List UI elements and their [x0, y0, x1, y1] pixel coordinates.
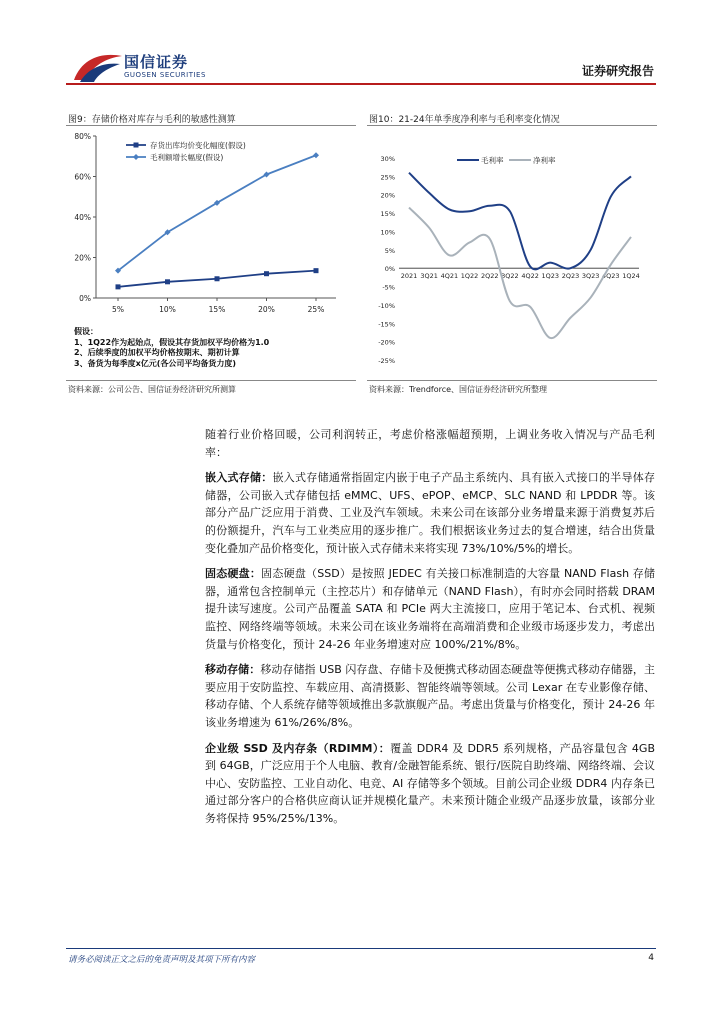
- paragraph-embedded-storage: [205, 469, 655, 557]
- y-tick-label: 20%: [74, 253, 91, 263]
- data-point: [264, 271, 269, 276]
- figure9-note: 假设：: [74, 327, 98, 336]
- paragraph-lead: 企业级 SSD 及内存条（RDIMM）：: [205, 741, 391, 755]
- figure9-note: 3、备货为每季度x亿元(各公司平均备货力度): [74, 358, 237, 368]
- paragraph-mobile-storage: [205, 661, 655, 731]
- y-tick-label: 5%: [384, 246, 395, 255]
- paragraph-text: 移动存储指 USB 闪存盘、存储卡及便携式移动固态硬盘等便携式移动存储器，主要应用于安防监控、车载应用、高清摄影、智能终端等领域。公司 Lexar 在专业影像存储、移动存储、个人系统存储等领域推出多款旗舰产品。考虑出货量与价格变化，预计 24-26 年该业务增速为 61%/26%/8%。: [205, 663, 655, 729]
- paragraph-lead: 移动存储：: [205, 663, 261, 677]
- figure9-note: 2、后续季度的加权平均价格按期末、期初计算: [74, 348, 240, 357]
- footer-disclaimer: 请务必阅读正文之后的免责声明及其项下所有内容: [68, 955, 256, 965]
- legend-marker: [134, 143, 139, 148]
- figure10-bottom-rule: [367, 380, 657, 381]
- figure9-title: 图9：存储价格对库存与毛利的敏感性测算: [68, 115, 236, 125]
- x-tick-label: 3Q23: [581, 272, 600, 281]
- body-text: [205, 426, 655, 835]
- y-tick-label: -25%: [378, 357, 395, 365]
- paragraph-text: 固态硬盘（SSD）是按照 JEDEC 有关接口标准制造的大容量 NAND Flash 存储器，通常包含控制单元（主控芯片）和存储单元（NAND Flash），有时亦会同时搭载 DRAM 提升读写速度。公司产品覆盖 SATA 和 PCIe 两大主流接口，应用于笔记本、台式机、视频监控、网络终端等领域。未来公司在该业务端将在高端消费和企业级市场逐步发力，考虑出货量与价格变化，预计 24-26 年业务增速对应 100%/21%/8%。: [205, 567, 655, 651]
- intro-paragraph: 随着行业价格回暖，公司利润转正，考虑价格涨幅超预期，上调业务收入情况与产品毛利率：: [205, 428, 655, 459]
- page-header: [0, 0, 724, 88]
- x-tick-label: 2021: [400, 272, 418, 281]
- paragraph-text: 覆盖 DDR4 及 DDR5 系列规格，产品容量包含 4GB 到 64GB，广泛应用于个人电脑、教育/金融智能系统、银行/医院自助终端、网络终端、会议中心、安防监控、工业自动化、电竞、AI 存储等多个领域。目前公司企业级 DDR4 内存条已通过部分客户的合格供应商认证并规模化量产。未来预计随企业级产品逐步放量，该部分业务将保持 95%/25%/13%。: [205, 741, 655, 825]
- paragraph-ssd: [205, 565, 655, 653]
- report-type: 证券研究报告: [581, 64, 654, 78]
- x-tick-label: 4Q21: [440, 272, 459, 281]
- data-point: [313, 152, 319, 158]
- data-point: [165, 279, 170, 284]
- x-tick-label: 1Q22: [460, 272, 479, 281]
- figure10-title-rule: [367, 125, 657, 126]
- x-tick-label: 2Q23: [561, 272, 580, 281]
- x-tick-label: 3Q22: [501, 272, 519, 281]
- x-tick-label: 10%: [159, 305, 176, 314]
- x-tick-label: 5%: [112, 305, 124, 314]
- figure9-bottom-rule: [66, 380, 356, 381]
- figure9-chart: [66, 128, 358, 324]
- x-tick-label: 1Q23: [541, 272, 560, 281]
- y-tick-label: 10%: [380, 228, 395, 237]
- legend-marker: [133, 154, 139, 160]
- legend-label: 毛利额增长幅度(假设): [150, 153, 224, 162]
- x-tick-label: 4Q22: [521, 272, 539, 281]
- series-line: [409, 173, 631, 270]
- figure10-source: 资料来源：Trendforce、国信证券经济研究所整理: [369, 385, 548, 394]
- header-divider: [66, 83, 656, 85]
- x-tick-label: 20%: [258, 305, 275, 314]
- figure9-notes: [74, 327, 269, 369]
- x-tick-label: 3Q21: [420, 272, 438, 281]
- data-point: [116, 284, 121, 289]
- y-tick-label: 60%: [74, 172, 91, 182]
- y-tick-label: 15%: [380, 210, 395, 219]
- figure10-title: 图10：21-24年单季度净利率与毛利率变化情况: [369, 115, 560, 125]
- y-tick-label: 80%: [74, 132, 91, 141]
- series-line: [118, 155, 316, 270]
- company-name-en: GUOSEN SECURITIES: [124, 71, 206, 79]
- x-tick-label: 25%: [307, 305, 325, 314]
- y-tick-label: -5%: [382, 283, 395, 292]
- figure9-title-rule: [66, 125, 356, 126]
- legend-label: 毛利率: [481, 156, 504, 165]
- y-tick-label: 0%: [384, 265, 395, 274]
- page-number: 4: [648, 953, 654, 963]
- x-tick-label: 2Q22: [480, 272, 499, 281]
- y-tick-label: 40%: [74, 213, 91, 222]
- y-tick-label: 0%: [79, 294, 91, 303]
- y-tick-label: 20%: [380, 191, 395, 200]
- data-point: [215, 276, 220, 281]
- figure9-note: 1、1Q22作为起始点，假设其存货加权平均价格为1.0: [74, 337, 270, 347]
- company-name-cn: 国信证券: [124, 53, 189, 71]
- data-point: [314, 268, 319, 273]
- x-tick-label: 15%: [208, 305, 226, 314]
- y-tick-label: -10%: [378, 301, 395, 310]
- figure10-chart: [367, 140, 657, 370]
- guosen-logo-icon: [72, 50, 124, 84]
- figure9-source: 资料来源：公司公告、国信证券经济研究所测算: [68, 385, 236, 394]
- paragraph-enterprise-ssd: [205, 740, 655, 828]
- y-tick-label: -15%: [378, 320, 395, 329]
- paragraph-text: 嵌入式存储通常指固定内嵌于电子产品主系统内、具有嵌入式接口的半导体存储器，公司嵌入式存储包括 eMMC、UFS、ePOP、eMCP、SLC NAND 和 LPDDR 等。该部分产品广泛应用于消费、工业及汽车领域。未来公司在该部分业务增量来源于消费复苏后的份额提升，汽车与工业类应用的逐步推广。我们根据该业务过去的复合增速，结合出货量变化叠加产品价格变化，预计嵌入式存储未来将实现 73%/10%/5%的增长。: [205, 471, 656, 555]
- paragraph-lead: 嵌入式存储：: [205, 471, 273, 485]
- y-tick-label: -20%: [378, 338, 395, 347]
- x-tick-label: 1Q24: [622, 272, 640, 281]
- footer-divider: [66, 948, 656, 949]
- y-tick-label: 25%: [380, 173, 395, 182]
- legend-label: 存货出库均价变化幅度(假设): [150, 141, 246, 150]
- x-tick-label: 4Q23: [602, 272, 620, 281]
- legend-label: 净利率: [533, 156, 556, 165]
- y-tick-label: 30%: [380, 155, 395, 163]
- paragraph-lead: 固态硬盘：: [205, 567, 262, 581]
